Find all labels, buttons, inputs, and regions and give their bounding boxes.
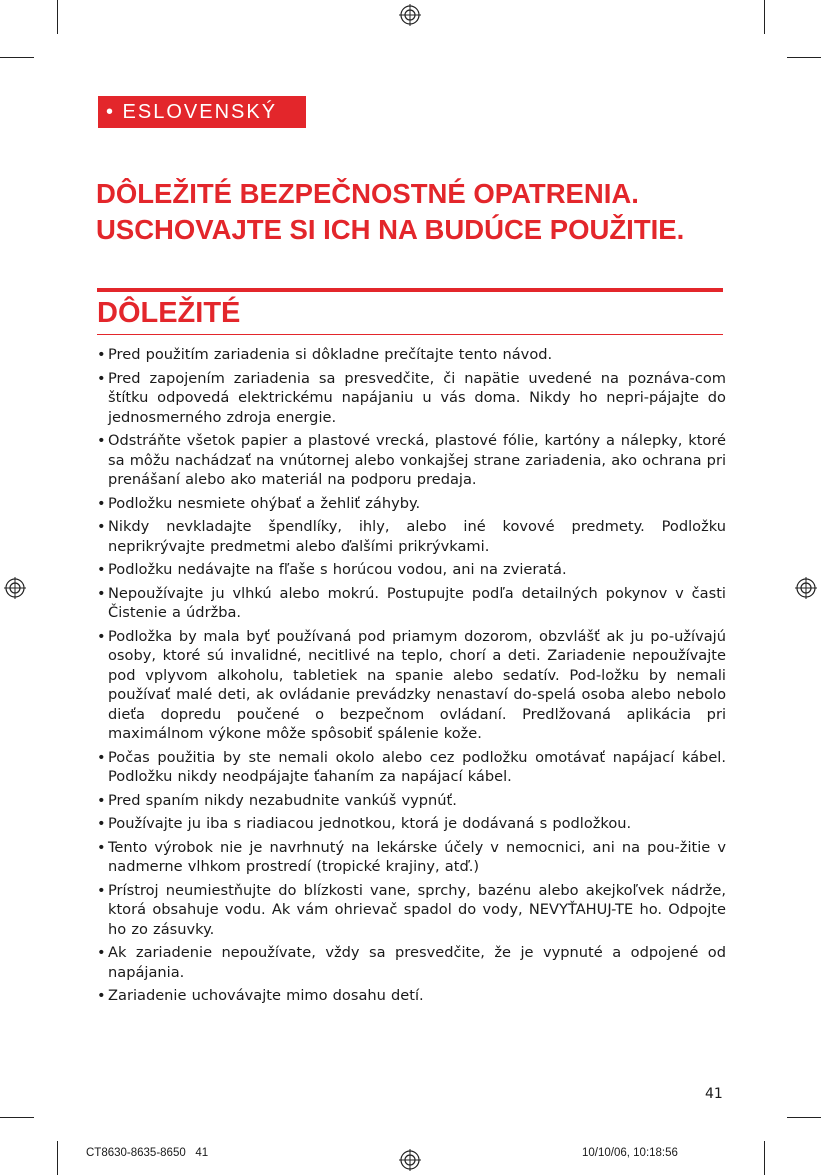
list-item: • Počas použitia by ste nemali okolo alebo cez podložku omotávať napájací kábel. Podložku nikdy neodpájajte ťahaním za napájací kábel.: [97, 748, 726, 787]
list-item: • Používajte ju iba s riadiacou jednotkou, ktorá je dodávaná s podložkou.: [97, 814, 726, 834]
crop-mark: [764, 0, 765, 34]
job-slug: CT8630-8635-8650 41: [86, 1147, 209, 1159]
list-item: • Tento výrobok nie je navrhnutý na lekárske účely v nemocnici, ani na pou-žitie v nadmerne vlhkom prostredí (tropické krajiny, atď.): [97, 838, 726, 877]
section-rule-top: [97, 288, 723, 292]
crop-mark: [57, 1141, 58, 1175]
crop-mark: [57, 0, 58, 34]
list-item: • Pred použitím zariadenia si dôkladne prečítajte tento návod.: [97, 345, 726, 365]
crop-mark: [0, 57, 34, 58]
title-line-1: DÔLEŽITÉ BEZPEČNOSTNÉ OPATRENIA.: [96, 178, 639, 209]
safety-instructions-list: [97, 345, 726, 1010]
list-item: • Podložka by mala byť používaná pod priamym dozorom, obzvlášť ak ju po-užívajú osoby, ktoré sú invalidné, necitlivé na teplo, chorí a deti. Zariadenie nepoužívajte pod vplyvom alkoholu, tabletiek na spanie alebo sedatív. Pod-ložku by nemali používať malé deti, ak ovládanie prevádzky nenastaví do-spelá osoba alebo nebolo dieťa dopredu poučené o bezpečnom ovládaní. Predlžovaná aplikácia pri maximálnom výkone môže spôsobiť spálenie kože.: [97, 627, 726, 744]
section-heading: DÔLEŽITÉ: [97, 297, 241, 329]
registration-mark-icon: [4, 577, 26, 599]
list-item: • Podložku nesmiete ohýbať a žehliť záhyby.: [97, 494, 726, 514]
list-item: • Pred zapojením zariadenia sa presvedčite, či napätie uvedené na poznáva-com štítku odpovedá elektrickému napájaniu u vás doma. Nikdy ho nepri-pájajte do jednosmerného zdroja energie.: [97, 369, 726, 428]
list-item: • Pred spaním nikdy nezabudnite vankúš vypnúť.: [97, 791, 726, 811]
section-rule-bottom: [97, 334, 723, 335]
crop-mark: [764, 1141, 765, 1175]
list-item: • Zariadenie uchovávajte mimo dosahu detí.: [97, 986, 726, 1006]
crop-mark: [0, 1117, 34, 1118]
list-item: • Ak zariadenie nepoužívate, vždy sa presvedčite, že je vypnuté a odpojené od napájania.: [97, 943, 726, 982]
crop-mark: [787, 57, 821, 58]
list-item: • Odstráňte všetok papier a plastové vrecká, plastové fólie, kartóny a nálepky, ktoré sa môžu nachádzať na vnútornej alebo vonkajšej strane zariadenia, ako ochrana pri prenášaní alebo ako materiál na podporu predaja.: [97, 431, 726, 490]
title-line-2: USCHOVAJTE SI ICH NA BUDÚCE POUŽITIE.: [96, 214, 685, 245]
page-number: 41: [705, 1086, 723, 1102]
list-item: • Podložku nedávajte na fľaše s horúcou vodou, ani na zvieratá.: [97, 560, 726, 580]
language-tab: • ESLOVENSKÝ: [98, 96, 306, 128]
list-item: • Nepoužívajte ju vlhkú alebo mokrú. Postupujte podľa detailných pokynov v časti Čistenie a údržba.: [97, 584, 726, 623]
print-timestamp: 10/10/06, 10:18:56: [582, 1147, 678, 1159]
list-item: • Nikdy nevkladajte špendlíky, ihly, alebo iné kovové predmety. Podložku neprikrývajte predmetmi alebo ďalšími prikrývkami.: [97, 517, 726, 556]
list-item: • Prístroj neumiestňujte do blízkosti vane, sprchy, bazénu alebo akejkoľvek nádrže, ktorá obsahuje vodu. Ak vám ohrievač spadol do vody, NEVYŤAHUJ-TE ho. Odpojte ho zo zásuvky.: [97, 881, 726, 940]
crop-mark: [787, 1117, 821, 1118]
registration-mark-icon: [795, 577, 817, 599]
registration-mark-icon: [399, 1149, 421, 1171]
page-title: [96, 176, 736, 248]
registration-mark-icon: [399, 4, 421, 26]
